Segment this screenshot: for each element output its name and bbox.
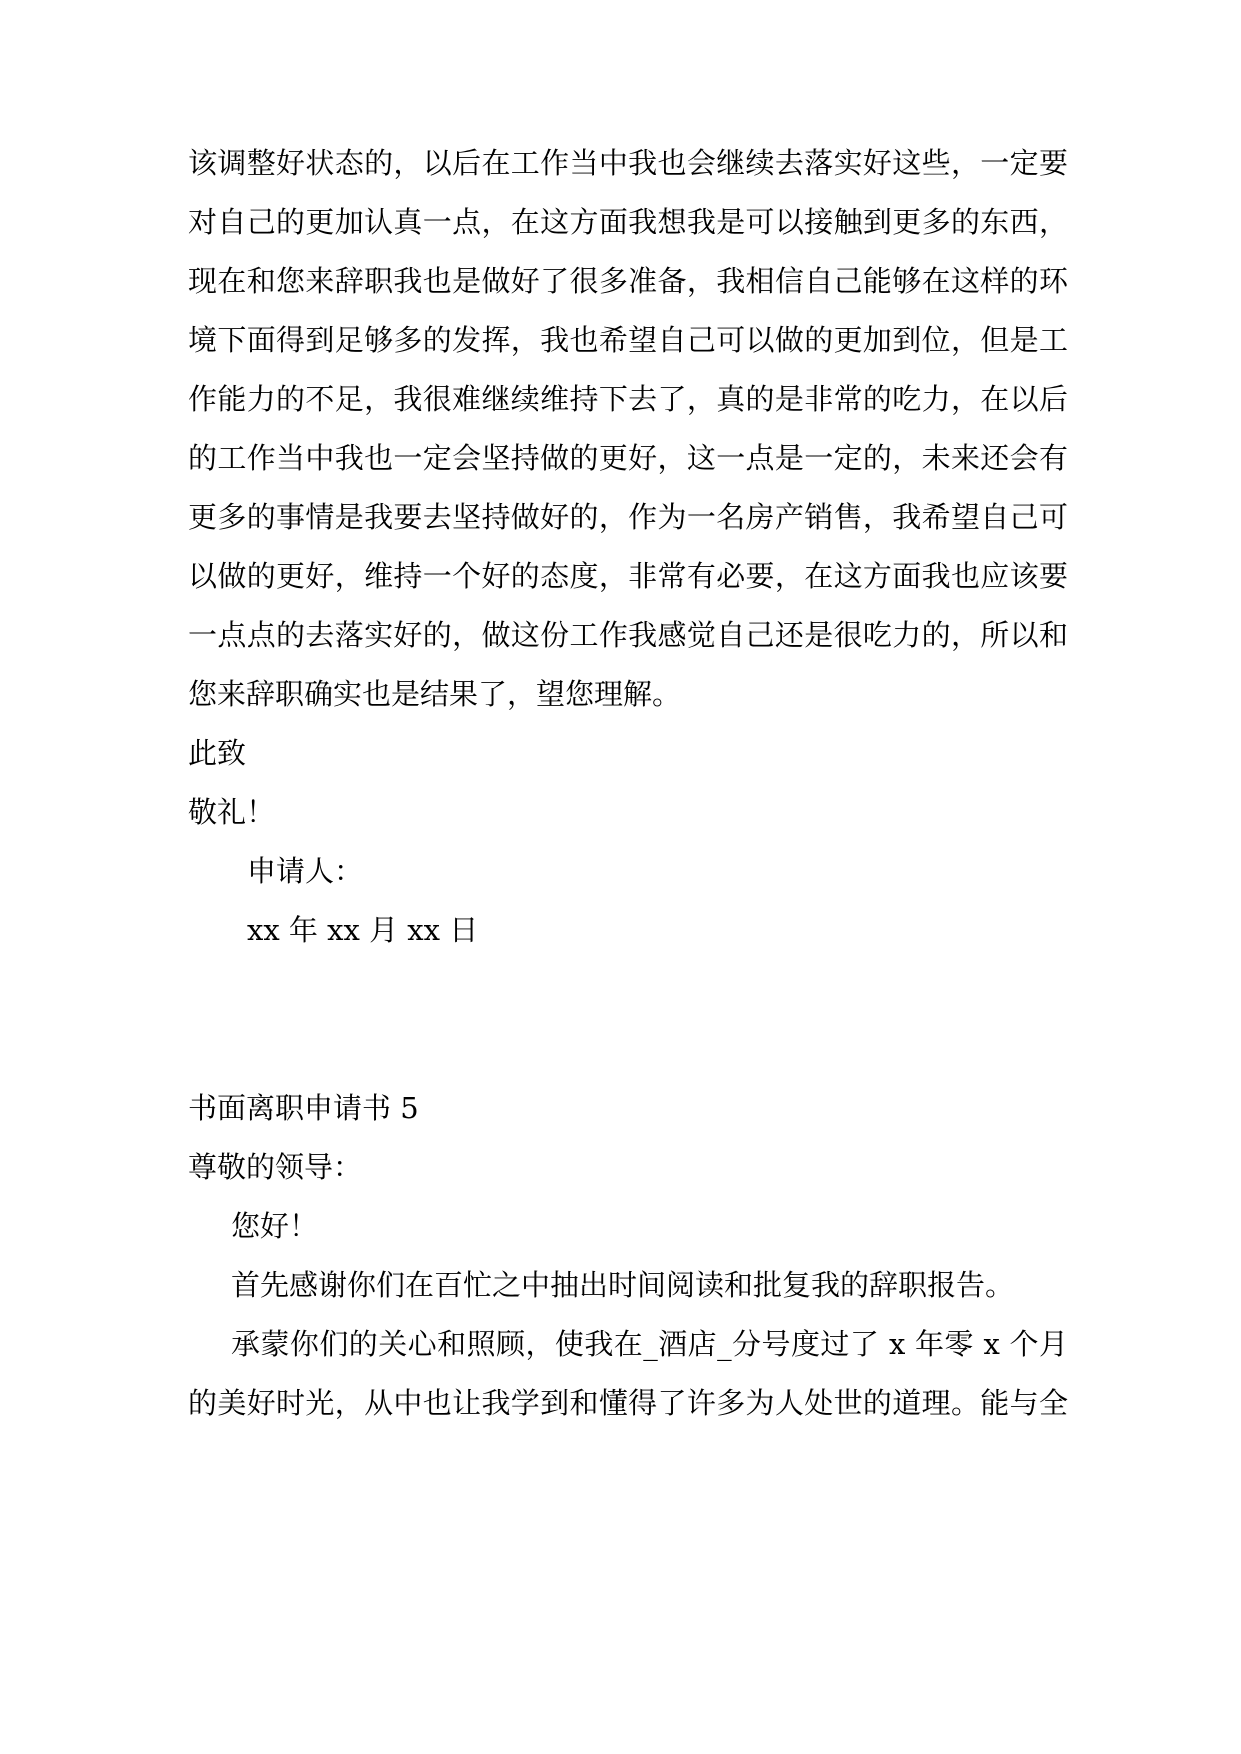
- date-line: xx 年 xx 月 xx 日: [247, 913, 479, 947]
- body-text-line-1: 该调整好状态的，以后在工作当中我也会继续去落实好这些，一定要: [188, 146, 1068, 180]
- body-text-line-5: 作能力的不足，我很难继续维持下去了，真的是非常的吃力，在以后: [188, 382, 1068, 416]
- body-text-line-4: 境下面得到足够多的发挥，我也希望自己可以做的更加到位，但是工: [188, 323, 1068, 357]
- body-text-line-7: 更多的事情是我要去坚持做好的，作为一名房产销售，我希望自己可: [188, 500, 1068, 534]
- closing-regards: 此致: [188, 736, 247, 770]
- body-text-line-6: 的工作当中我也一定会坚持做的更好，这一点是一定的，未来还会有: [188, 441, 1068, 475]
- salutation: 尊敬的领导：: [188, 1150, 363, 1184]
- body-text-line-3: 现在和您来辞职我也是做好了很多准备，我相信自己能够在这样的环: [188, 264, 1068, 298]
- paragraph-care-line-2: 的美好时光，从中也让我学到和懂得了许多为人处世的道理。能与全: [188, 1386, 1068, 1420]
- section-title: 书面离职申请书 5: [188, 1091, 419, 1125]
- body-text-line-2: 对自己的更加认真一点，在这方面我想我是可以接触到更多的东西，: [188, 205, 1068, 239]
- body-text-line-10: 您来辞职确实也是结果了，望您理解。: [188, 677, 682, 711]
- body-text-line-9: 一点点的去落实好的，做这份工作我感觉自己还是很吃力的，所以和: [188, 618, 1068, 652]
- body-text-line-8: 以做的更好，维持一个好的态度，非常有必要，在这方面我也应该要: [188, 559, 1068, 593]
- closing-salute: 敬礼！: [188, 795, 276, 829]
- paragraph-care-line-1: 承蒙你们的关心和照顾，使我在_酒店_分号度过了 x 年零 x 个月: [231, 1327, 1068, 1361]
- greeting: 您好！: [231, 1209, 319, 1243]
- paragraph-thanks: 首先感谢你们在百忙之中抽出时间阅读和批复我的辞职报告。: [231, 1268, 1015, 1302]
- applicant-label: 申请人：: [247, 854, 364, 888]
